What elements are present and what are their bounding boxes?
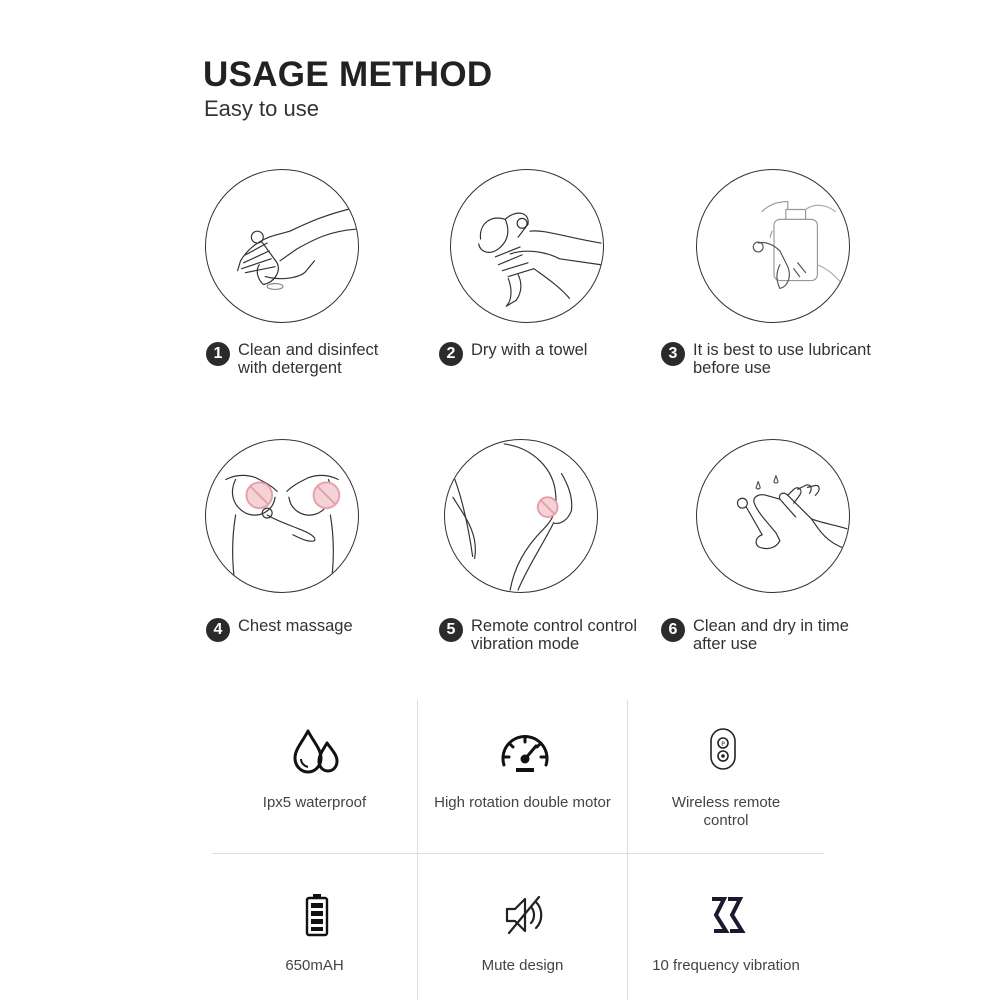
- step-3-caption: [661, 341, 871, 377]
- step-1-caption: [206, 341, 378, 377]
- step-text: Dry with a towel: [471, 341, 588, 359]
- remote-control-icon: [709, 727, 737, 771]
- chest-massage-icon: [205, 439, 359, 593]
- grid-divider: [627, 700, 628, 1000]
- step-6-caption: [661, 617, 849, 653]
- step-number-badge: 1: [206, 342, 230, 366]
- feature-label: 10 frequency vibration: [652, 957, 800, 974]
- hand-cleaning-icon: [696, 439, 850, 593]
- step-text: Clean and disinfect with detergent: [238, 341, 379, 377]
- grid-divider: [212, 853, 824, 854]
- step-5-caption: [439, 617, 637, 653]
- step-number-badge: 2: [439, 342, 463, 366]
- feature-label: Wireless remote control: [671, 794, 781, 829]
- feature-label: High rotation double motor: [434, 794, 611, 811]
- lubricant-bottle-icon: [696, 169, 850, 323]
- feature-label: Ipx5 waterproof: [262, 794, 367, 811]
- step-number-badge: 3: [661, 342, 685, 366]
- feature-label: 650mAH: [285, 957, 344, 974]
- grid-divider: [417, 700, 418, 1000]
- step-text: Clean and dry in time after use: [693, 617, 849, 653]
- body-use-icon: [444, 439, 598, 593]
- step-number-badge: 4: [206, 618, 230, 642]
- feature-label: Mute design: [481, 957, 564, 974]
- water-drops-icon: [291, 727, 341, 777]
- vibration-zigzag-icon: [706, 895, 748, 935]
- page-subtitle: Easy to use: [204, 96, 319, 121]
- speedometer-icon: [498, 727, 552, 777]
- step-text: It is best to use lubricant before use: [693, 341, 871, 377]
- step-text: Chest massage: [238, 617, 353, 635]
- step-2-caption: [439, 341, 587, 366]
- step-number-badge: 6: [661, 618, 685, 642]
- step-text: Remote control control vibration mode: [471, 617, 637, 653]
- hand-washing-icon: [205, 169, 359, 323]
- step-number-badge: 5: [439, 618, 463, 642]
- page-title: USAGE METHOD: [203, 55, 493, 94]
- mute-speaker-icon: [503, 893, 547, 937]
- battery-icon: [305, 893, 329, 937]
- towel-drying-icon: [450, 169, 604, 323]
- step-4-caption: [206, 617, 353, 642]
- svg-text:P: P: [721, 741, 725, 748]
